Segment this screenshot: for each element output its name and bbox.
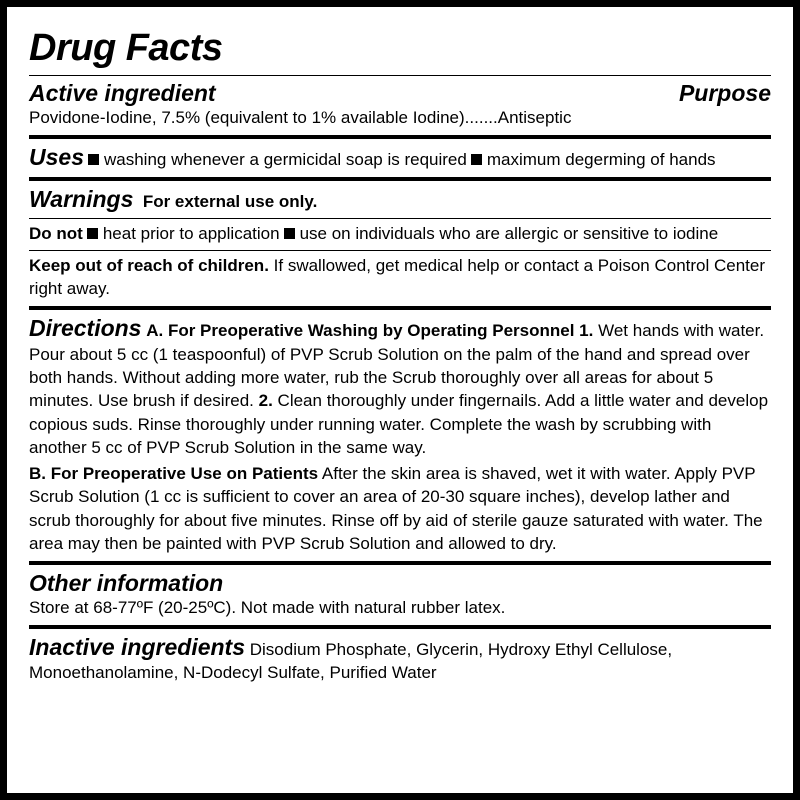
divider-warnings	[29, 177, 771, 181]
active-ingredient-heading: Active ingredient	[29, 80, 216, 106]
directions-part-a-label: A. For Preoperative Washing by Operating Personnel 1.	[146, 321, 594, 341]
divider-do-not	[29, 218, 771, 219]
inactive-ingredients-heading: Inactive ingredients	[29, 633, 246, 660]
uses-item-2: maximum degerming of hands	[486, 150, 716, 170]
divider-keep-out	[29, 250, 771, 251]
directions-part-b-label: B. For Preoperative Use on Patients	[29, 463, 319, 483]
do-not-item-1: heat prior to application	[102, 224, 280, 244]
divider-other-information	[29, 561, 771, 565]
square-bullet-icon	[471, 154, 482, 165]
square-bullet-icon	[284, 228, 295, 239]
directions-step-2-text: Clean thoroughly under fingernails. Add a little water and develop copious suds. Rinse thoroughly under running water. Complete the wash by scrubbing with another 5 cc of PVP Scrub Solution in the same way.	[29, 391, 769, 458]
section-uses	[29, 144, 771, 172]
other-information-text: Store at 68-77ºF (20-25ºC). Not made with natural rubber latex.	[29, 598, 506, 618]
directions-part-b-text: After the skin area is shaved, wet it with water. Apply PVP Scrub Solution (1 cc is sufficient to cover an area of 20-30 square inches), develop lather and scrub thoroughly for about five minutes. Rinse off by aid of sterile gauze saturated with water. The area may then be painted with PVP Scrub Solution and allowed to dry.	[29, 463, 763, 554]
directions-part-a-text: Wet hands with water. Pour about 5 cc (1 teaspoonful) of PVP Scrub Solution on the palm of the hand and spread over both hands. Without adding more water, rub the Scrub thoroughly over all areas for about 5 minutes. Use brush if desired.	[29, 321, 765, 411]
keep-out-label: Keep out of reach of children.	[29, 256, 269, 276]
inactive-ingredients-text: Disodium Phosphate, Glycerin, Hydroxy Ethyl Cellulose, Monoethanolamine, N-Dodecyl Sulfate, Purified Water	[29, 639, 673, 683]
section-inactive-ingredients	[29, 634, 771, 685]
section-active-ingredient	[29, 80, 771, 130]
directions-step-2-label: 2.	[258, 391, 273, 411]
section-other-information	[29, 570, 771, 620]
purpose-heading: Purpose	[678, 80, 771, 106]
active-ingredient-text: Povidone-Iodine, 7.5% (equivalent to 1% available Iodine).......Antiseptic	[29, 108, 572, 128]
divider-title	[29, 75, 771, 76]
directions-heading: Directions	[29, 315, 142, 342]
divider-directions	[29, 306, 771, 310]
uses-heading: Uses	[29, 144, 84, 171]
divider-inactive-ingredients	[29, 625, 771, 629]
square-bullet-icon	[87, 228, 98, 239]
section-directions	[29, 315, 771, 556]
keep-out-text: If swallowed, get medical help or contact a Poison Control Center right away.	[29, 256, 766, 299]
square-bullet-icon	[88, 154, 99, 165]
other-information-heading: Other information	[29, 569, 224, 596]
section-warnings	[29, 186, 771, 301]
warnings-heading: Warnings	[29, 186, 134, 213]
page-title: Drug Facts	[29, 27, 223, 69]
warnings-subheading: For external use only.	[142, 192, 318, 212]
do-not-item-2: use on individuals who are allergic or sensitive to iodine	[299, 224, 719, 244]
divider-uses	[29, 135, 771, 139]
uses-item-1: washing whenever a germicidal soap is required	[103, 150, 467, 170]
do-not-label: Do not	[29, 224, 83, 244]
